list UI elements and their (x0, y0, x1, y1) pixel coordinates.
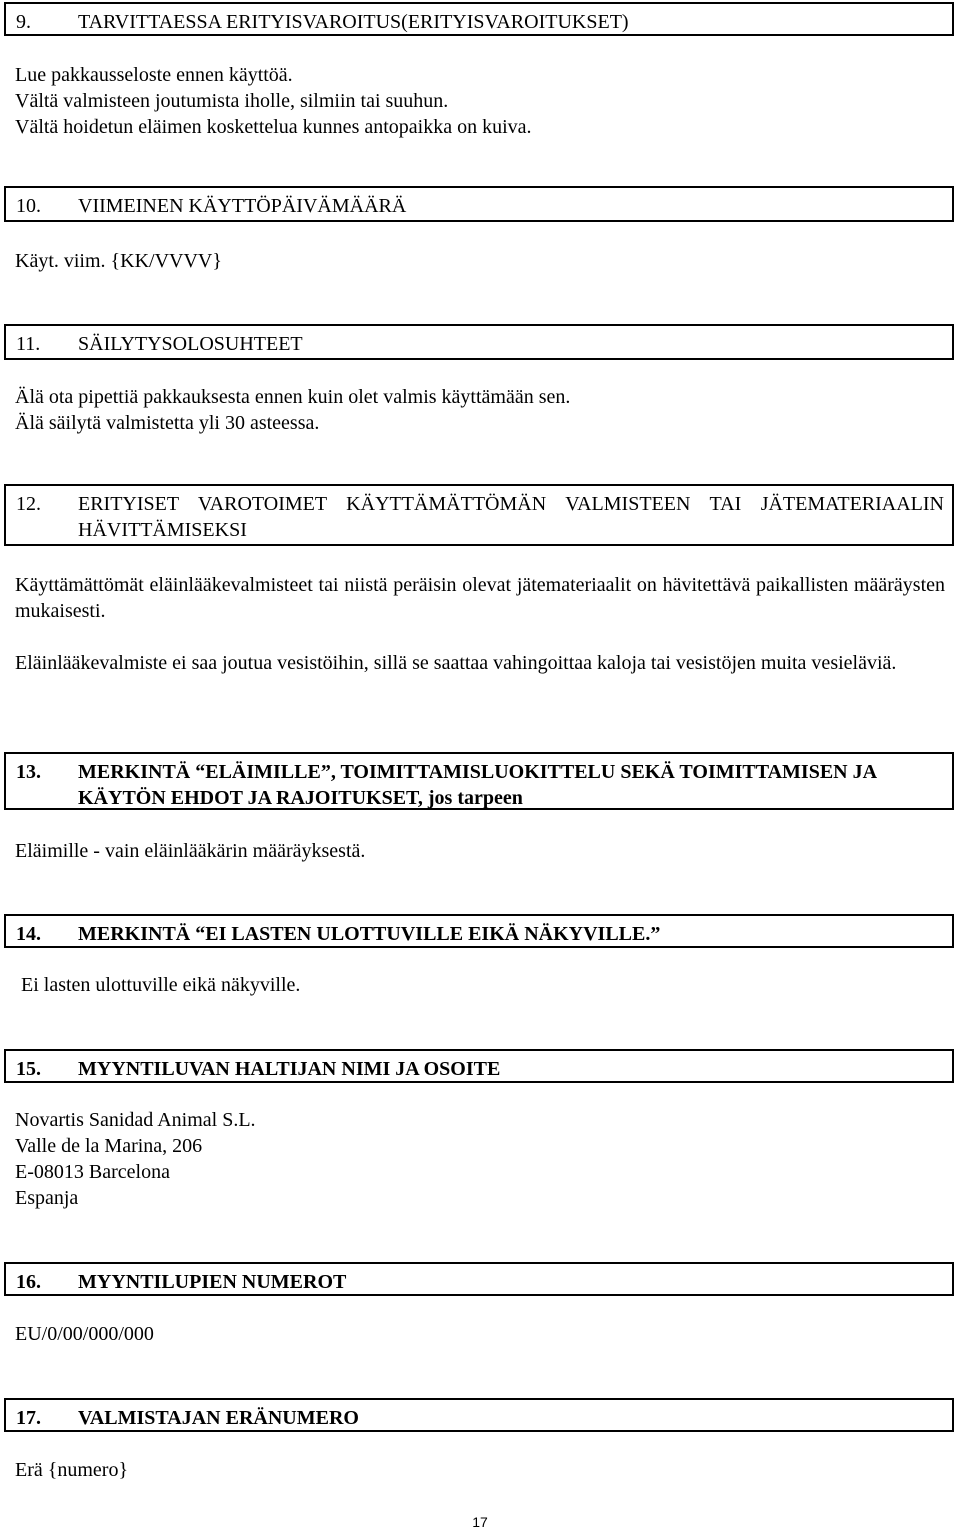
s10-line: Käyt. viim. {KK/VVVV} (15, 250, 222, 272)
s12-paragraph-1: Käyttämättömät eläinlääkevalmisteet tai niistä peräisin olevat jätemateriaalit on hävitettävä paikallisten määräysten mukaisesti. (15, 574, 945, 622)
section-title: TARVITTAESSA ERITYISVAROITUS(ERITYISVAROITUKSET) (78, 11, 629, 33)
section-title: ERITYISET VAROTOIMET KÄYTTÄMÄTTÖMÄN VALMISTEEN TAI JÄTEMATERIAALIN HÄVITTÄMISEKSI (78, 493, 944, 541)
section-title: MERKINTÄ “EI LASTEN ULOTTUVILLE EIKÄ NÄKYVILLE.” (78, 923, 661, 945)
section-13-heading (4, 752, 954, 810)
s16-line: EU/0/00/000/000 (15, 1323, 154, 1345)
s9-line-2: Vältä valmisteen joutumista iholle, silmiin tai suuhun. (15, 90, 449, 112)
section-16-heading (4, 1262, 954, 1296)
s17-line: Erä {numero} (15, 1459, 129, 1481)
s12-paragraph-2: Eläinlääkevalmiste ei saa joutua vesistöihin, sillä se saattaa vahingoittaa kaloja tai vesistöjen muita vesieläviä. (15, 652, 897, 674)
section-title: MYYNTILUPIEN NUMEROT (78, 1271, 347, 1293)
section-title: VALMISTAJAN ERÄNUMERO (78, 1407, 359, 1429)
section-title: SÄILYTYSOLOSUHTEET (78, 333, 303, 355)
s13-line: Eläimille - vain eläinlääkärin määräyksestä. (15, 840, 366, 862)
section-10-heading (4, 186, 954, 222)
section-15-heading (4, 1049, 954, 1083)
s15-company-name: Novartis Sanidad Animal S.L. (15, 1109, 256, 1131)
s9-line-1: Lue pakkausseloste ennen käyttöä. (15, 64, 293, 86)
s15-country: Espanja (15, 1187, 79, 1209)
s14-line: Ei lasten ulottuville eikä näkyville. (21, 974, 301, 996)
section-title: VIIMEINEN KÄYTTÖPÄIVÄMÄÄRÄ (78, 195, 407, 217)
section-12-heading (4, 484, 954, 546)
section-number: 13. (16, 761, 41, 783)
section-9-heading (4, 2, 954, 36)
section-number: 12. (16, 493, 41, 515)
s15-city: E-08013 Barcelona (15, 1161, 170, 1183)
section-number: 14. (16, 923, 41, 945)
s9-line-3: Vältä hoidetun eläimen koskettelua kunnes antopaikka on kuiva. (15, 116, 532, 138)
section-number: 16. (16, 1271, 41, 1293)
section-number: 9. (16, 11, 31, 33)
section-number: 15. (16, 1058, 41, 1080)
s11-line-2: Älä säilytä valmistetta yli 30 asteessa. (15, 412, 320, 434)
section-17-heading (4, 1398, 954, 1432)
section-number: 17. (16, 1407, 41, 1429)
section-number: 11. (16, 333, 41, 355)
section-title: MYYNTILUVAN HALTIJAN NIMI JA OSOITE (78, 1058, 501, 1080)
s15-street: Valle de la Marina, 206 (15, 1135, 203, 1157)
s11-line-1: Älä ota pipettiä pakkauksesta ennen kuin olet valmis käyttämään sen. (15, 386, 571, 408)
section-14-heading (4, 914, 954, 948)
section-11-heading (4, 324, 954, 360)
section-number: 10. (16, 195, 41, 217)
section-title: MERKINTÄ “ELÄIMILLE”, TOIMITTAMISLUOKITTELU SEKÄ TOIMITTAMISEN JA KÄYTÖN EHDOT JA RAJOITUKSET, jos tarpeen (78, 761, 876, 809)
page-number: 17 (472, 1514, 488, 1530)
